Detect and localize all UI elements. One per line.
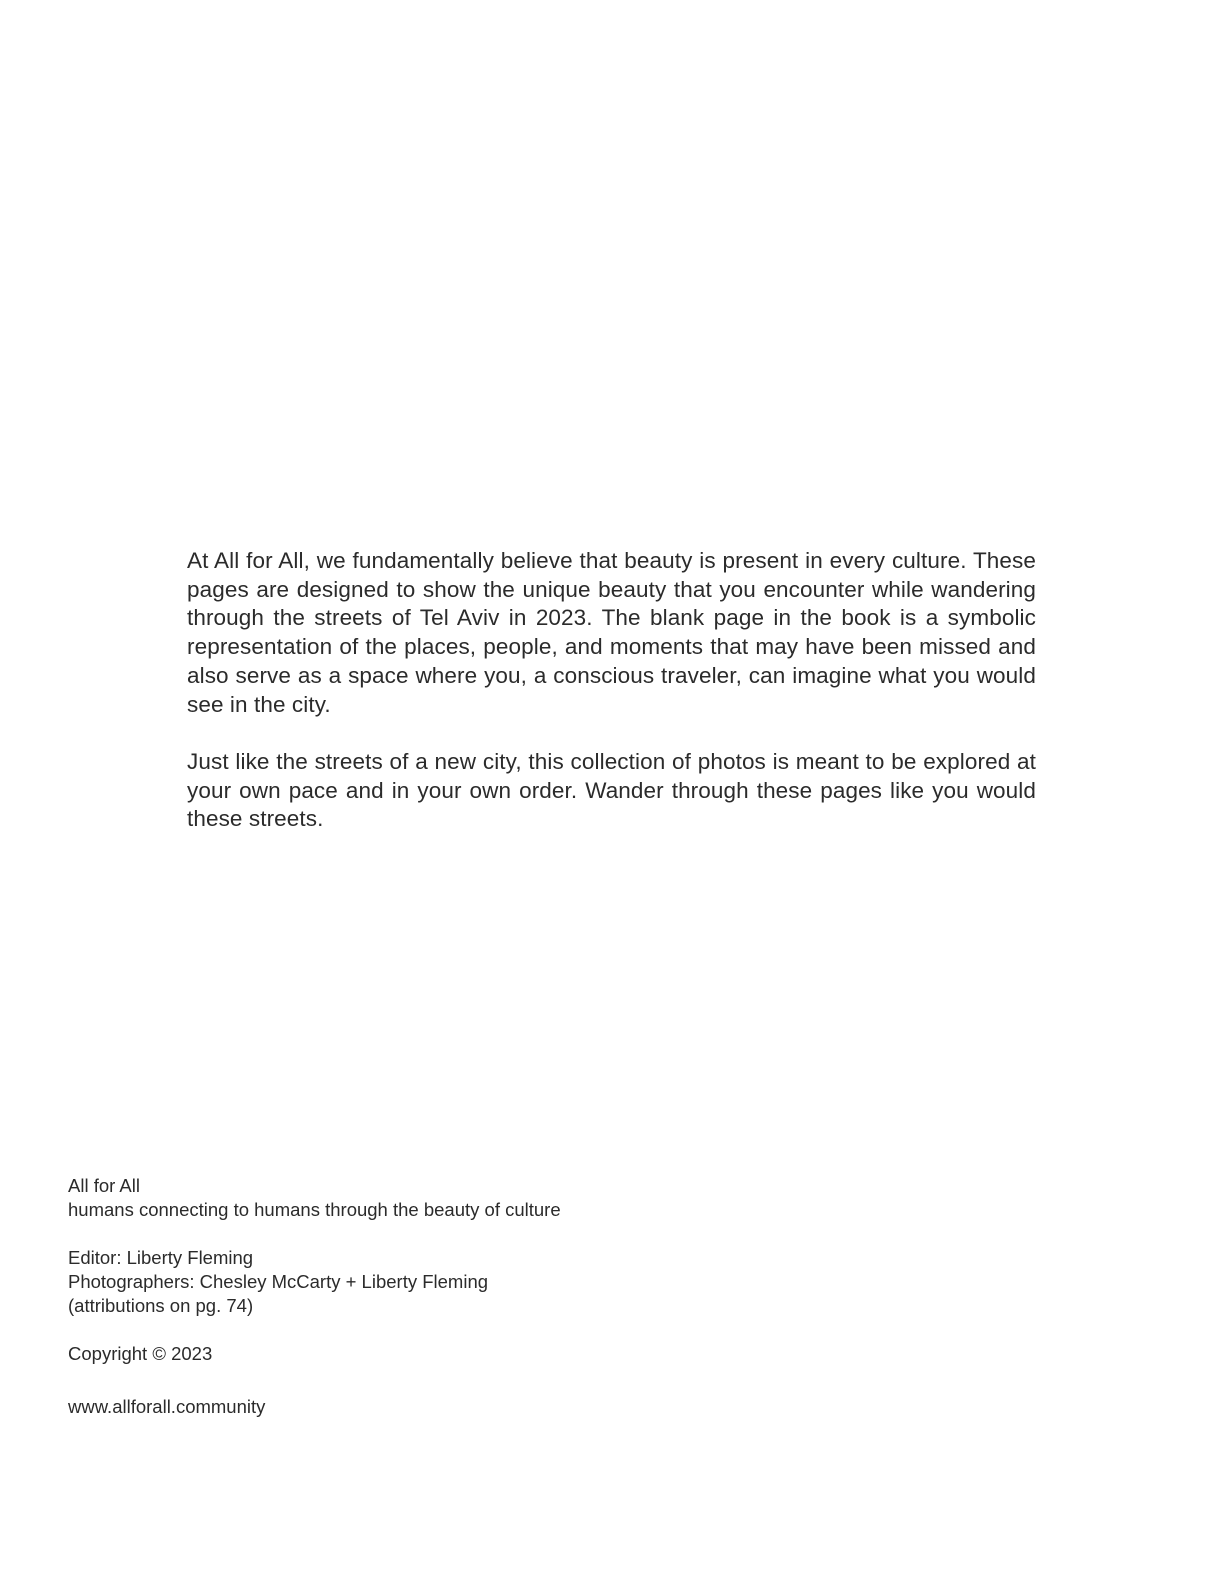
- editor-credit: Editor: Liberty Fleming: [68, 1247, 254, 1268]
- intro-paragraph: Just like the streets of a new city, this collection of photos is meant to be explored at your own pace and in your own order. Wander through these pages like you would these streets.: [187, 748, 1036, 832]
- attributions-note: (attributions on pg. 74): [68, 1295, 254, 1316]
- intro-paragraph: At All for All, we fundamentally believe that beauty is present in every culture. These pages are designed to show the unique beauty that you encounter while wandering through the streets of Tel Aviv in 2023. The blank page in the book is a symbolic representation of the places, people, and moments that may have been missed and also serve as a space where you, a conscious traveler, can imagine what you would see in the city.: [187, 548, 1036, 717]
- tagline: humans connecting to humans through the beauty of culture: [68, 1199, 561, 1220]
- spacer: [68, 1222, 768, 1246]
- colophon: [68, 1174, 768, 1419]
- spacer: [68, 1318, 768, 1342]
- spacer: [68, 1366, 768, 1395]
- photographers-credit: Photographers: Chesley McCarty + Liberty Fleming: [68, 1271, 489, 1292]
- intro-text: [187, 547, 1036, 834]
- org-name: All for All: [68, 1175, 140, 1196]
- copyright: Copyright © 2023: [68, 1343, 213, 1364]
- website-link[interactable]: www.allforall.community: [68, 1396, 266, 1417]
